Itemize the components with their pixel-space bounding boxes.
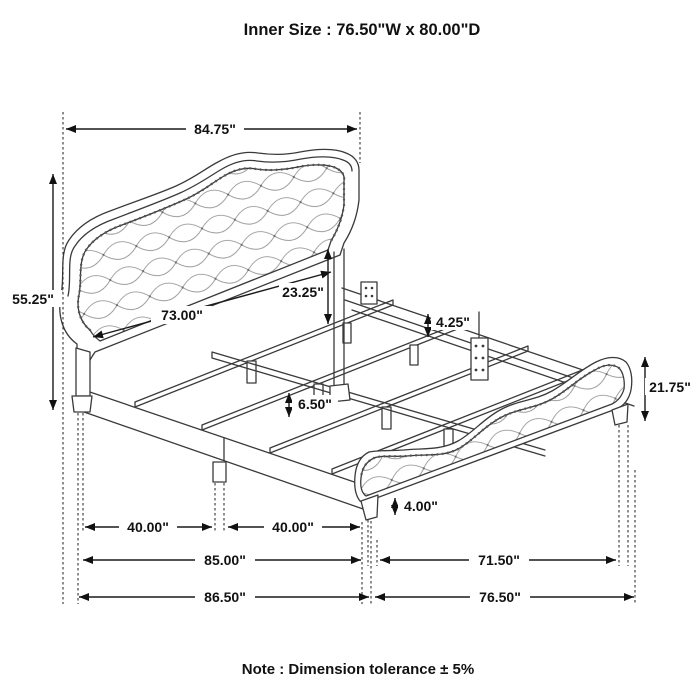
footboard xyxy=(350,350,640,520)
dim-headboard-overall-width xyxy=(66,120,357,137)
dim-label-frame-length-inner: 85.00" xyxy=(204,552,246,568)
dim-slat-leg-height xyxy=(289,393,338,417)
tolerance-note: Note : Dimension tolerance ± 5% xyxy=(241,661,475,678)
bed-drawing xyxy=(60,140,640,520)
dim-label-footboard-leg-height: 4.00" xyxy=(404,498,438,514)
dim-label-frame-length-overall: 86.50" xyxy=(204,589,246,605)
dim-label-headboard-post-height: 23.25" xyxy=(282,284,324,300)
inner-size-title: Inner Size : 76.50"W x 80.00"D xyxy=(243,21,481,39)
dim-frame-length-overall xyxy=(79,588,369,605)
rail-bracket xyxy=(361,282,377,304)
headboard-left-leg xyxy=(72,348,92,412)
dim-label-headboard-inner-width: 73.00" xyxy=(161,307,203,323)
dim-label-slat-section-right: 40.00" xyxy=(272,519,314,535)
dim-label-headboard-overall-width: 84.75" xyxy=(194,121,236,137)
rail-center-leg xyxy=(213,462,226,482)
dim-label-footboard-inner-width: 71.50" xyxy=(478,552,520,568)
dim-slat-section-left xyxy=(85,518,212,535)
slat-legs xyxy=(247,323,453,451)
dim-slat-section-right xyxy=(228,518,360,535)
dim-label-slat-section-left: 40.00" xyxy=(127,519,169,535)
dim-label-footboard-height: 21.75" xyxy=(649,379,691,395)
dim-frame-length-inner xyxy=(83,551,361,568)
dim-footboard-leg-height xyxy=(395,497,444,515)
dim-footboard-inner-width xyxy=(380,551,616,568)
dim-label-footboard-overall-width: 76.50" xyxy=(479,589,521,605)
dim-footboard-height xyxy=(645,357,695,421)
headboard xyxy=(60,140,370,412)
dim-label-side-rail-height: 4.25" xyxy=(436,314,470,330)
dim-label-headboard-height: 55.25" xyxy=(12,291,54,307)
dim-headboard-height xyxy=(6,174,62,410)
dim-label-slat-leg-height: 6.50" xyxy=(298,396,332,412)
dim-footboard-overall-width xyxy=(375,588,634,605)
center-rail-bracket xyxy=(471,338,488,380)
